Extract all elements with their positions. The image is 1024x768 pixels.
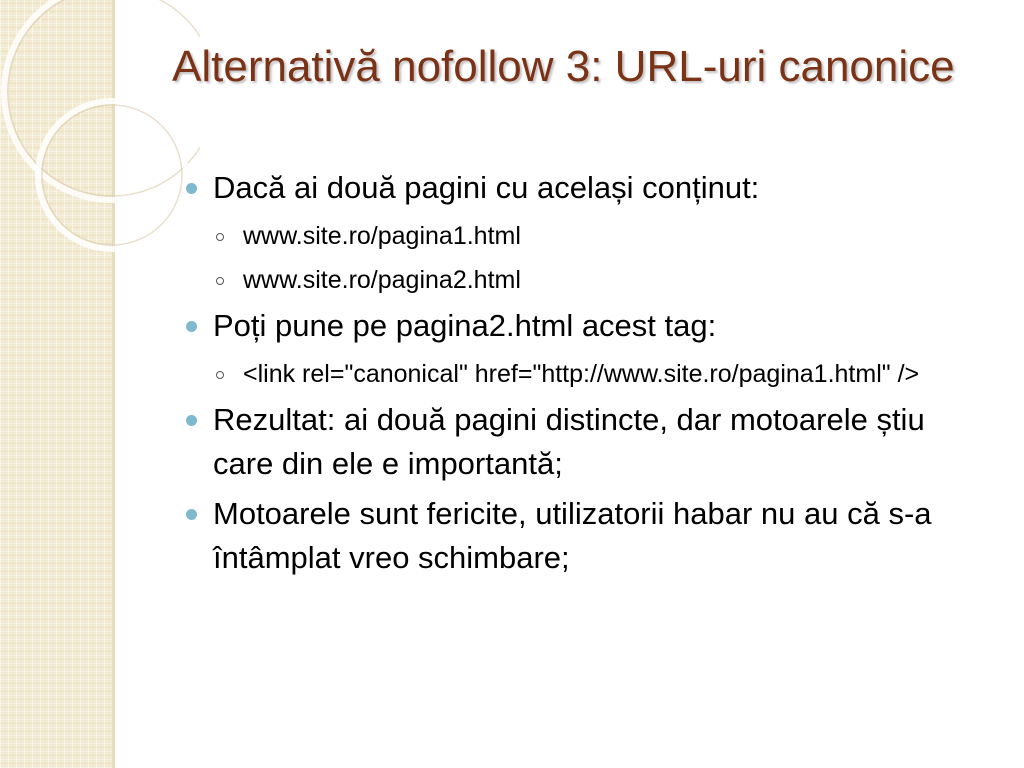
bullet-text: Rezultat: ai două pagini distincte, dar motoarele știu care din ele e importantă; xyxy=(213,402,925,481)
bullet-item xyxy=(186,398,986,486)
bullet-ring-icon xyxy=(216,277,224,285)
bullet-dot-icon xyxy=(186,183,197,194)
sub-bullet-item xyxy=(216,218,986,254)
bullet-item xyxy=(186,304,986,348)
bullet-text: Dacă ai două pagini cu același conținut: xyxy=(213,170,760,205)
sub-bullet-item xyxy=(216,356,986,392)
bullet-dot-icon xyxy=(186,321,197,332)
sub-bullet-text: www.site.ro/pagina1.html xyxy=(243,222,521,250)
bullet-dot-icon xyxy=(186,509,197,520)
bullet-item xyxy=(186,166,986,210)
bullet-item xyxy=(186,492,986,580)
sub-bullet-item xyxy=(216,262,986,298)
sub-bullet-text: www.site.ro/pagina2.html xyxy=(243,266,521,294)
bullet-list xyxy=(186,166,986,580)
bullet-text: Poți pune pe pagina2.html acest tag: xyxy=(213,308,717,343)
bullet-dot-icon xyxy=(186,415,197,426)
bullet-ring-icon xyxy=(216,233,224,241)
sub-bullet-text: <link rel="canonical" href="http://www.site.ro/pagina1.html" /> xyxy=(243,360,920,388)
decorative-rings xyxy=(0,0,200,260)
bullet-text: Motoarele sunt fericite, utilizatorii habar nu au că s-a întâmplat vreo schimbare; xyxy=(213,496,932,575)
bullet-ring-icon xyxy=(216,371,224,379)
slide-title: Alternativă nofollow 3: URL-uri canonice xyxy=(172,42,955,91)
